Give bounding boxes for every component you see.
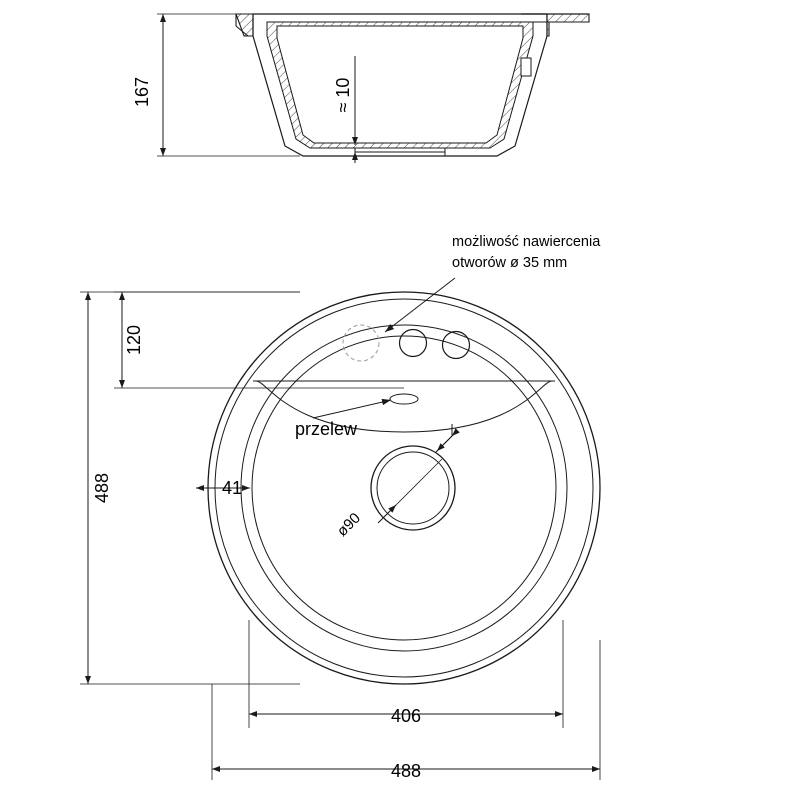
leader-overflow <box>313 400 391 418</box>
dim-section-height-label: 167 <box>132 76 152 108</box>
sink-bowl-inner-circle <box>252 336 556 640</box>
dim-488-horizontal-label: 488 <box>390 761 422 781</box>
dim-41-label: 41 <box>221 478 243 498</box>
sink-outer-circle <box>208 292 600 684</box>
note-drill-line2: otworów ø 35 mm <box>452 255 568 271</box>
section-inner-cavity <box>277 26 523 143</box>
tap-hole-1 <box>400 330 427 357</box>
overflow-slot <box>390 394 418 404</box>
sink-bowl-outer-circle <box>241 325 567 651</box>
note-drill-line1: możliwość nawiercenia <box>452 234 601 250</box>
sink-rim-circle <box>215 299 593 677</box>
dim-drain-label: ø90 <box>333 509 364 540</box>
dim-406-label: 406 <box>390 706 422 726</box>
dim-488-vertical-label: 488 <box>92 472 112 504</box>
section-overflow-notch <box>521 58 531 76</box>
label-overflow: przelew <box>294 419 358 439</box>
section-rim-right <box>547 14 589 36</box>
dim-120-label: 120 <box>124 324 144 356</box>
leader-drill-note <box>385 278 455 332</box>
section-view-group <box>157 14 589 163</box>
dim-section-thickness-label: ≈ 10 <box>333 77 353 113</box>
